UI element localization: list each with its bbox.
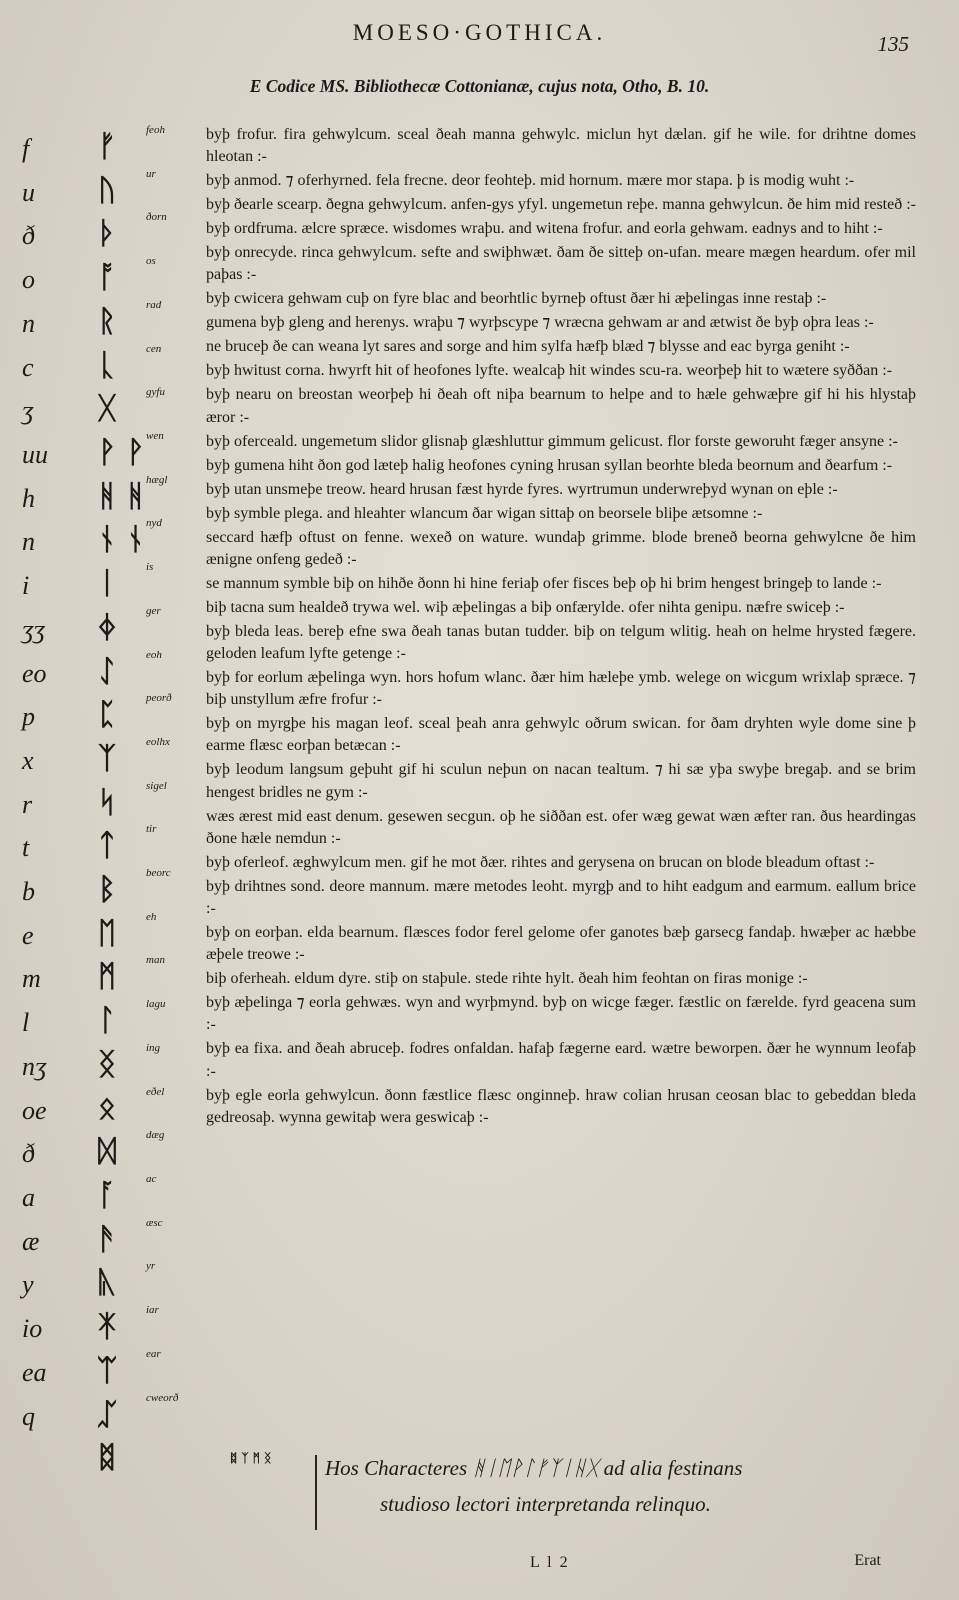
rune-row	[14, 1440, 210, 1476]
colophon-line-1: Hos Characteres ᚻᛁᛖᚹᛚᚠᛉᛁᚺᚷ ad alia festinans	[325, 1456, 743, 1480]
rune-name: eðel	[146, 1085, 165, 1098]
rune-glyph: ᛞ	[98, 1134, 116, 1170]
rune-latin-letter: b	[22, 877, 35, 907]
stanza: byþ ordfruma. ælcre spræce. wisdomes wraþu. and witena frofur. and eorla gehwam. eadnys and to hiht :-	[206, 220, 883, 238]
rune-name: eolhx	[146, 735, 170, 748]
stanza: byþ utan unsmeþe treow. heard hrusan fæst hyrde fyres. wyrtrumun underwreþyd wynan on eþle :-	[206, 480, 838, 498]
stanza: byþ ðearle scearp. ðegna gehwylcum. anfen-gys yfyl. ungemetun reþe. manna gehwylcun. ðe him mid resteð :-	[206, 196, 916, 214]
rune-glyph: ᛗ	[98, 959, 116, 995]
rune-glyph: ᚾ ᚾ	[98, 522, 145, 558]
main-text	[206, 124, 916, 1131]
rune-latin-letter: ʒ	[22, 396, 34, 426]
rune-name: rad	[146, 298, 162, 311]
rune-glyph: ᛋ	[98, 784, 116, 820]
stanza: byþ onrecyde. rinca gehwylcum. sefte and swiþhwæt. ðam ðe sitteþ on-ufan. meare mægen heardum. ofer mil paþas :-	[206, 244, 916, 284]
page-number: 135	[877, 32, 909, 56]
rune-row	[14, 1173, 210, 1214]
stanza: byþ on myrgþe his magan leof. sceal þeah anra gehwylc oðrum swican. for ðam dryhten wyle dome sine þ earme flæsc eorþan betæcan :-	[206, 715, 916, 755]
rune-latin-letter: r	[22, 789, 33, 819]
rune-row	[14, 954, 210, 995]
rune-row	[14, 1216, 210, 1257]
rune-glyph: ᛡ	[98, 1309, 116, 1345]
rune-name: sigel	[146, 779, 167, 792]
stanza: byþ for eorlum æþelinga wyn. hors hofum wlanc. ðær him hæleþe ymb. welege on wicgum wrixlaþ spræce. ⁊ biþ unstyllum æfre frofur :-	[206, 669, 916, 709]
rune-row	[14, 692, 210, 733]
rune-latin-letter: h	[22, 483, 35, 513]
rune-name: nyd	[146, 517, 162, 530]
rune-glyph: ᛒ	[98, 872, 116, 908]
rune-name: ear	[146, 1347, 161, 1360]
stanza: byþ cwicera gehwam cuþ on fyre blac and beorhtlic byrneþ oftust ðær hi æþelingas inne restaþ :-	[206, 290, 827, 308]
rune-latin-letter: o	[22, 265, 35, 295]
rune-name: tir	[146, 823, 157, 836]
rune-latin-letter: q	[22, 1401, 35, 1431]
stanza: gumena byþ gleng and herenys. wraþu ⁊ wyrþscype ⁊ wræcna gehwam ar and ætwist ðe byþ oþra leas :-	[206, 314, 874, 332]
rune-latin-letter: f	[22, 134, 30, 163]
rune-latin-letter: m	[22, 964, 41, 994]
rune-latin-letter: l	[22, 1008, 30, 1038]
rune-latin-letter: n	[22, 527, 35, 557]
rune-glyph: ᛟ	[98, 1090, 116, 1126]
rune-name: feoh	[146, 124, 165, 136]
rune-latin-letter: t	[22, 833, 30, 863]
stanza: byþ egle eorla gehwylcun. ðonn fæstlice flæsc onginneþ. hraw colian hrusan ceosan blac to gebeddan bleda gedreosaþ. wynna gewitaþ wera geswicaþ :-	[206, 1086, 916, 1126]
rune-glyph: ᚫ	[98, 1221, 116, 1257]
rune-name: man	[146, 954, 165, 967]
stanza: byþ nearu on breostan weorþeþ hi ðeah oft niþa bearnum to helpe and to hæle gehwæþre gif hi his hlystaþ æror :-	[206, 386, 916, 426]
rune-latin-letter: nʒ	[22, 1051, 47, 1081]
colophon	[325, 1450, 885, 1522]
stanza: byþ hwitust corna. hwyrft hit of heofones lyfte. wealcaþ hit windes scu-ra. weorþeþ hit to wætere syððan :-	[206, 362, 893, 380]
rune-glyph: ᚻ ᚻ	[98, 478, 145, 514]
running-title: MOESO·GOTHICA.	[352, 20, 607, 45]
rune-glyph: ᛏ	[98, 828, 116, 864]
rune-row	[14, 1085, 210, 1126]
rune-glyph: ᚳ	[98, 347, 116, 383]
catchword: Erat	[854, 1552, 881, 1569]
rune-glyph: ᛉ	[98, 740, 116, 776]
rune-row	[14, 867, 210, 908]
rune-name: hægl	[146, 473, 168, 486]
rune-glyph: ᚪ	[98, 1178, 116, 1214]
stanza: seccard hæfþ oftust on fenne. wexeð on wature. wundaþ grimme. blode breneð beorna gehwylcne ðe him ænigne onfeng gedeð :-	[206, 528, 916, 568]
rune-row	[14, 604, 210, 645]
rune-latin-letter: y	[22, 1270, 34, 1300]
rune-latin-letter: io	[22, 1314, 43, 1344]
colophon-runes: ᛥ ᛉ ᛗ ᛝ	[230, 1451, 272, 1465]
rune-row	[14, 124, 210, 164]
source-line: E Codice MS. Bibliothecæ Cottonianæ, cujus nota, Otho, B. 10.	[249, 76, 710, 96]
rune-glyph: ᛝ	[98, 1046, 116, 1082]
rune-name: eoh	[146, 648, 162, 661]
rune-row	[14, 1391, 210, 1432]
rune-name: cen	[146, 342, 162, 355]
rune-row	[14, 342, 210, 383]
rune-row	[14, 429, 210, 470]
rune-glyph: ᚣ	[98, 1265, 116, 1301]
rune-name: eh	[146, 910, 157, 923]
rune-latin-letter: ð	[22, 221, 35, 251]
rune-name: is	[146, 561, 154, 574]
rune-name: ing	[146, 1041, 161, 1054]
rune-name: ur	[146, 167, 156, 180]
stanza: byþ gumena hiht ðon god læteþ halig heofones cyning hrusan syllan beorhte bleda beornum and ðearfum :-	[206, 456, 893, 474]
stanza: se mannum symble biþ on hihðe ðonn hi hine feriaþ ofer fisces beþ oþ hi brim hengest bringeþ to lande :-	[206, 574, 882, 592]
stanza: byþ bleda leas. bereþ efne swa ðeah tanas butan tudder. biþ on telgum wlitig. heah on helme hrysted fægere. geloden leafum lyfte getenge :-	[206, 622, 916, 663]
rune-row	[14, 910, 210, 951]
rune-latin-letter: n	[22, 308, 35, 338]
rune-latin-letter: uu	[22, 439, 48, 469]
rune-row	[14, 298, 210, 339]
rune-glyph: ᛥ	[98, 1440, 116, 1476]
rune-row	[14, 517, 210, 558]
rune-glyph: ᛚ	[98, 1003, 116, 1039]
rune-glyph: ᛠ	[98, 1352, 116, 1388]
stanza: wæs ærest mid east denum. gesewen secgun. oþ he siððan est. ofer wæg gewat wæn æfter ran. ðus heardingas ðone hæle nemdun :-	[206, 807, 916, 847]
rune-latin-letter: u	[22, 177, 35, 207]
rune-row	[14, 211, 210, 252]
rune-row	[14, 1041, 210, 1082]
rune-glyph: ᛢ	[98, 1396, 116, 1432]
stanza: byþ ea fixa. and ðeah abruceþ. fodres onfaldan. hafaþ fægerne eard. wætre beworpen. ðær he wynnum leofaþ :-	[206, 1040, 916, 1080]
rune-row	[14, 735, 210, 776]
rune-row	[14, 386, 210, 427]
rune-name: gyfu	[146, 386, 165, 399]
stanza: biþ tacna sum healdeð trywa wel. wiþ æþelingas a biþ onfærylde. ofer nihta genipu. næfre swiceþ :-	[206, 598, 845, 616]
rune-latin-letter: i	[22, 571, 30, 601]
rune-glyph: ᚱ	[98, 303, 116, 339]
rune-glyph: ᚠ	[98, 129, 116, 164]
rune-name: ac	[146, 1173, 157, 1186]
rune-row	[14, 1129, 210, 1170]
colophon-line-2: studioso lectori interpretanda relinquo.	[380, 1492, 711, 1516]
rune-name: os	[146, 255, 156, 268]
rune-latin-letter: æ	[22, 1226, 40, 1256]
rune-row	[14, 1304, 210, 1345]
rune-row	[14, 473, 210, 514]
rune-glyph: ᛄ	[98, 609, 116, 645]
rune-glyph: ᛁ	[98, 566, 116, 602]
rune-row	[14, 779, 210, 820]
rune-name: wen	[146, 429, 164, 442]
rune-latin-letter: ea	[22, 1357, 47, 1387]
rune-latin-letter: eo	[22, 658, 47, 688]
rune-row	[14, 167, 210, 208]
stanza: byþ frofur. fira gehwylcum. sceal ðeah manna gehwylc. miclun hyt dælan. gif he wile. for drihtne domes hleotan :-	[206, 126, 916, 166]
rune-latin-letter: oe	[22, 1095, 47, 1125]
rune-glyph: ᚹ ᚹ	[98, 434, 145, 470]
rune-glyph: ᛇ	[98, 653, 116, 689]
stanza: byþ anmod. ⁊ oferhyrned. fela frecne. deor feohteþ. mid hornum. mære mor stapa. þ is modig wuht :-	[206, 172, 855, 190]
rune-row	[14, 648, 210, 689]
rune-name: dæg	[146, 1129, 165, 1142]
stanza: ne bruceþ ðe can weana lyt sares and sorge and him sylfa hæfþ blæd ⁊ blysse and eac byrga geniht :-	[206, 338, 850, 356]
rune-row	[14, 561, 210, 602]
rune-name: lagu	[146, 998, 166, 1011]
rune-row	[14, 1347, 210, 1388]
rune-glyph: ᚢ	[98, 172, 116, 208]
rune-glyph: ᛖ	[98, 915, 116, 951]
rune-row	[14, 998, 210, 1039]
stanza: byþ æþelinga ⁊ eorla gehwæs. wyn and wyrþmynd. byþ on wicge fæger. fæstlic on færelde. fyrd geacena sum :-	[206, 994, 916, 1034]
rune-latin-letter: c	[22, 352, 34, 382]
stanza: byþ oferleof. æghwylcum men. gif he mot ðær. rihtes and gerysena on brucan on blode bleadum oftast :-	[206, 853, 875, 871]
stanza: byþ drihtnes sond. deore mannum. mære metodes leoht. myrgþ and to hiht eadgum and earmum. eallum brice :-	[206, 877, 916, 918]
rune-name: iar	[146, 1304, 159, 1317]
rune-glyph: ᚷ	[98, 391, 116, 427]
rune-latin-letter: x	[22, 745, 34, 775]
rune-row	[14, 823, 210, 864]
rune-name: peorð	[146, 692, 172, 705]
rune-latin-letter: ð	[22, 1139, 35, 1169]
rune-latin-letter: ʒʒ	[22, 614, 46, 644]
rune-name: cweorð	[146, 1391, 179, 1404]
stanza: biþ oferheah. eldum dyre. stiþ on staþule. stede rihte hylt. ðeah him feohtan on firas monige :-	[206, 970, 808, 988]
signature-mark: L l 2	[530, 1554, 570, 1571]
stanza: byþ on eorþan. elda bearnum. flæsces fodor ferel gelome ofer ganotes bæþ garsecg fandaþ. hwæþer ac hæbbe æþele treowe :-	[206, 924, 916, 964]
rune-latin-letter: p	[22, 702, 35, 732]
rune-name: ger	[146, 604, 161, 617]
rune-row	[14, 255, 210, 296]
stanza: byþ leodum langsum geþuht gif hi sculun neþun on nacan tealtum. ⁊ hi sæ yþa swyþe bregaþ. and se brim hengest bridles ne gym :-	[206, 761, 916, 801]
rune-name: ðorn	[146, 211, 167, 224]
rune-latin-letter: a	[22, 1183, 35, 1213]
rune-glyph: ᛈ	[98, 697, 116, 733]
colophon-bar	[315, 1455, 317, 1530]
rune-latin-letter: e	[22, 920, 34, 950]
rune-name: beorc	[146, 867, 171, 880]
stanza: byþ oferceald. ungemetum slidor glisnaþ glæshluttur gimmum gelicust. flor forste geworuht fæger ansyne :-	[206, 432, 898, 450]
rune-table	[14, 124, 210, 1485]
stanza: byþ symble plega. and hleahter wlancum ðar wigan sittaþ on beorsele bliþe ætsomne :-	[206, 504, 763, 522]
rune-glyph: ᚩ	[98, 260, 116, 296]
rune-name: yr	[146, 1260, 156, 1273]
rune-name: æsc	[146, 1216, 163, 1229]
rune-glyph: ᚦ	[98, 216, 116, 252]
rune-row	[14, 1260, 210, 1301]
